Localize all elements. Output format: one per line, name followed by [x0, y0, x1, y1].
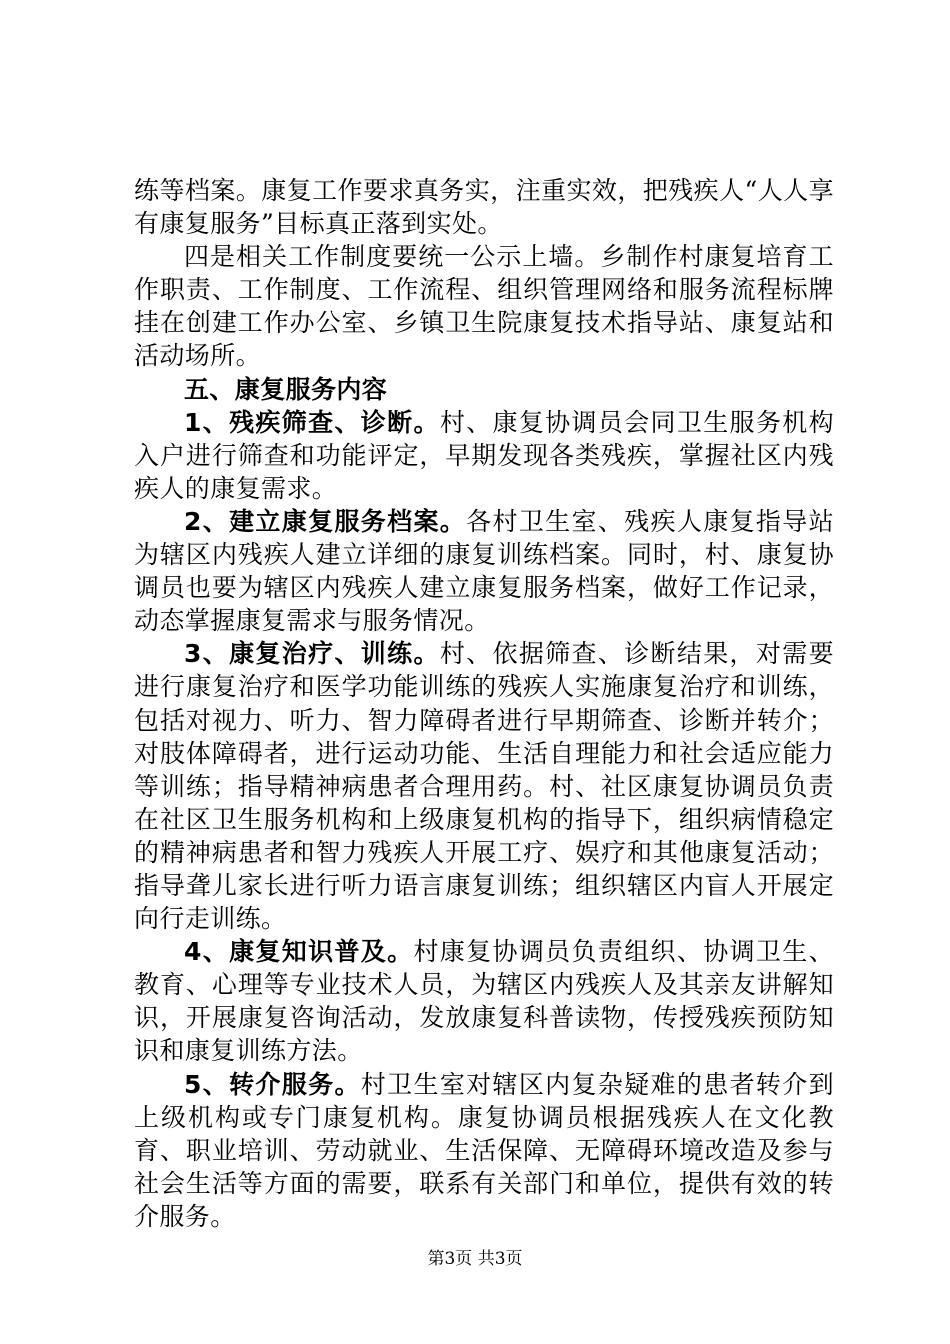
paragraph-service-1	[134, 406, 834, 505]
paragraph-service-4	[134, 935, 834, 1067]
paragraph-lead: 5、转介服务。	[184, 1069, 361, 1099]
document-body	[134, 174, 834, 1233]
page-number: 第3页 共3页	[427, 1249, 523, 1269]
paragraph-item-four	[134, 240, 834, 372]
paragraph-text: 村卫生室对辖区内复杂疑难的患者转介到上级机构或专门康复机构。康复协调员根据残疾人在文化教育、职业培训、劳动就业、生活保障、无障碍环境改造及参与社会生活等方面的需要，联系有关部门和单位，提供有效的转介服务。	[134, 1069, 835, 1231]
paragraph-continuation	[134, 174, 834, 240]
section-heading-text: 五、康复服务内容	[184, 374, 388, 404]
paragraph-lead: 4、康复知识普及。	[184, 937, 414, 967]
paragraph-text: 四是相关工作制度要统一公示上墙。乡制作村康复培育工作职责、工作制度、工作流程、组织管理网络和服务流程标牌挂在创建工作办公室、乡镇卫生院康复技术指导站、康复站和活动场所。	[134, 242, 834, 371]
paragraph-lead: 3、康复治疗、训练。	[184, 639, 440, 669]
paragraph-service-5	[134, 1068, 834, 1233]
section-heading	[134, 373, 834, 406]
paragraph-service-2	[134, 505, 834, 637]
paragraph-text: 村康复协调员负责组织、协调卫生、教育、心理等专业技术人员，为辖区内残疾人及其亲友讲解知识，开展康复咨询活动，发放康复科普读物，传授残疾预防知识和康复训练方法。	[134, 937, 834, 1066]
paragraph-text: 各村卫生室、残疾人康复指导站为辖区内残疾人建立详细的康复训练档案。同时，村、康复协调员也要为辖区内残疾人建立康复服务档案，做好工作记录，动态掌握康复需求与服务情况。	[134, 506, 834, 636]
paragraph-text: 练等档案。康复工作要求真务实，注重实效，把残疾人“人人享有康复服务”目标真正落到实处。	[134, 176, 834, 239]
paragraph-service-3	[134, 637, 834, 935]
paragraph-lead: 1、残疾筛查、诊断。	[184, 407, 440, 437]
paragraph-lead: 2、建立康复服务档案。	[184, 506, 467, 536]
page-footer	[0, 1244, 950, 1269]
paragraph-text: 村、依据筛查、诊断结果，对需要进行康复治疗和医学功能训练的残疾人实施康复治疗和训练，包括对视力、听力、智力障碍者进行早期筛查、诊断并转介；对肢体障碍者，进行运动功能、生活自理能力和社会适应能力等训练；指导精神病患者合理用药。村、社区康复协调员负责在社区卫生服务机构和上级康复机构的指导下，组织病情稳定的精神病患者和智力残疾人开展工疗、娱疗和其他康复活动；指导聋儿家长进行听力语言康复训练；组织辖区内盲人开展定向行走训练。	[134, 639, 834, 934]
paragraph-text: 村、康复协调员会同卫生服务机构入户进行筛查和功能评定，早期发现各类残疾，掌握社区内残疾人的康复需求。	[134, 407, 834, 503]
